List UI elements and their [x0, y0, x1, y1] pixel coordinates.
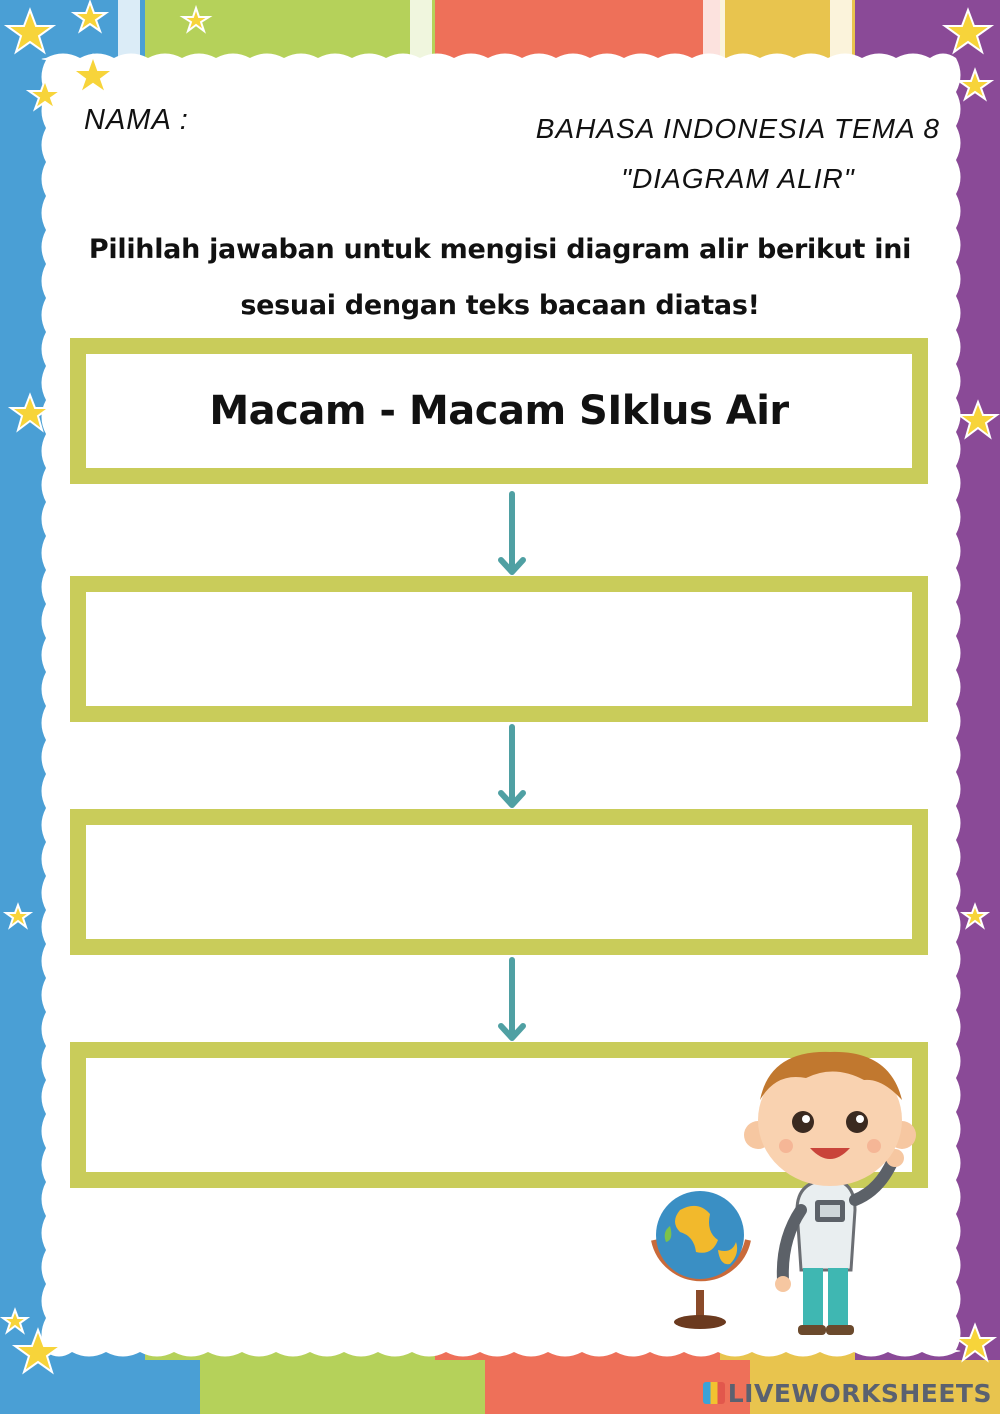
answer-box-1[interactable]	[70, 576, 928, 722]
answer-box-2[interactable]	[70, 809, 928, 955]
subject-line-2: "DIAGRAM ALIR"	[621, 163, 855, 194]
boy-with-globe-illustration	[640, 1050, 940, 1340]
liveworksheets-logo-icon	[703, 1382, 725, 1404]
subject-line-1: BAHASA INDONESIA TEMA 8	[535, 113, 940, 144]
name-label: NAMA :	[84, 104, 189, 136]
instruction-line-2: sesuai dengan teks bacaan diatas!	[240, 290, 760, 321]
instruction-line-1: Pilihlah jawaban untuk mengisi diagram alir berikut ini	[88, 234, 912, 265]
flowchart-title: Macam - Macam SIklus Air	[209, 388, 789, 434]
globe-icon	[654, 1191, 748, 1329]
instruction-text	[40, 222, 960, 334]
liveworksheets-logo	[703, 1379, 992, 1408]
logo-text: LIVEWORKSHEETS	[727, 1379, 992, 1408]
subject-heading	[536, 104, 940, 204]
flowchart-title-box	[70, 338, 928, 484]
